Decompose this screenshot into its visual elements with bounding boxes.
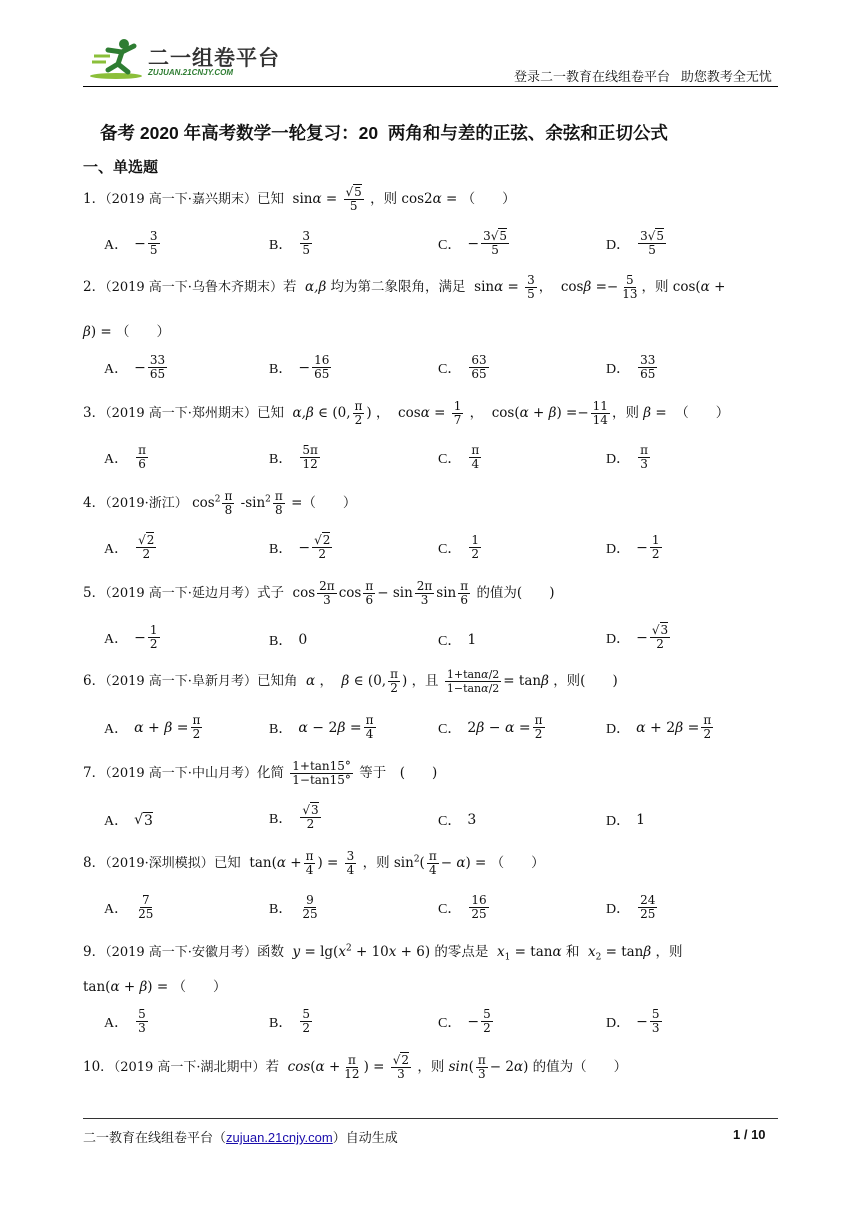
question-2: 2．（2019 高一下·乌鲁木齐期末）若 α,β 均为第二象限角，满足 sinα = $\frac{3}{5}$ ， cosβ =− $\frac{5}{13}$ ，则 cos(α + (83, 273, 726, 301)
question-3: 3．（2019 高一下·郑州期末）已知 α,β ∈ (0, $\frac{\pi}{2}$ ) ， cosα = $\frac{1}{7}$ ， cos(α + β) =− $\frac{11}{14}$ ，则 β = （ ） (83, 399, 730, 427)
option-C[interactable]: C． − $\frac{3√5}{5}$ (438, 229, 507, 257)
option-A[interactable]: A． $\frac{\pi}{6}$ (104, 443, 147, 471)
question-2-cont: β) = （ ） (83, 324, 170, 340)
option-B[interactable]: B． $\frac{3}{5}$ (269, 229, 310, 257)
question-1: 1．（2019 高一下·嘉兴期末）已知 sinα = $\frac{√5}{5}$ ，则 cos2α = （ ） (83, 185, 516, 213)
question-8: 8．（2019·深圳模拟）已知 tan(α + $\frac{\pi}{4}$ ) = $\frac{3}{4}$ ，则 $\sin^2$( $\frac{\pi}{4}$ − α) = （ ） (83, 849, 545, 877)
header-logo[interactable] (88, 36, 288, 82)
page-number: 1 / 10 (733, 1127, 766, 1142)
question-5: 5．（2019 高一下·延边月考）式子 cos $\frac{2\pi}{3}$ cos $\frac{\pi}{6}$ − sin $\frac{2\pi}{3}$ sin $\frac{\pi}{6}$ 的值为( ) (83, 579, 555, 607)
option-D[interactable]: D． − $\frac{√3}{2}$ (606, 623, 669, 651)
logo-sub-text: ZUJUAN.21CNJY.COM (148, 68, 234, 77)
option-B[interactable]: B． − $\frac{√2}{2}$ (269, 533, 331, 561)
option-C[interactable]: C． $\frac{\pi}{4}$ (438, 443, 480, 471)
option-A[interactable]: A． − $\frac{33}{65}$ (104, 353, 166, 381)
option-B[interactable]: B． 0 (269, 632, 308, 649)
option-B[interactable]: B． $\frac{√3}{2}$ (269, 803, 319, 831)
page-title: 备考 2020 年高考数学一轮复习：20 两角和与差的正弦、余弦和正切公式 (100, 123, 668, 143)
question-10: 10．（2019 高一下·湖北期中）若 cos(α + $\frac{\pi}{12}$ ) = $\frac{√2}{3}$ ，则 sin( $\frac{\pi}{3}$ − 2α) 的值为（ ） (83, 1053, 628, 1081)
footer-link[interactable]: zujuan.21cnjy.com (226, 1130, 333, 1145)
question-4: 4．（2019·浙江） $\cos^2$ $\frac{\pi}{8}$ $-\sin^2$ $\frac{\pi}{8}$ =（ ） (83, 489, 357, 517)
option-B[interactable]: B． $\frac{9}{25}$ (269, 893, 318, 921)
option-C[interactable]: C． 2 β − α = $\frac{\pi}{2}$ (438, 713, 543, 741)
option-A[interactable]: A． − $\frac{1}{2}$ (104, 623, 158, 651)
section-heading: 一、单选题 (83, 159, 159, 176)
option-C[interactable]: C． 1 (438, 632, 477, 649)
question-number: 1． (83, 191, 106, 207)
footer-divider (83, 1118, 778, 1119)
option-D[interactable]: D． $\frac{\pi}{3}$ (606, 443, 649, 471)
question-9: 9．（2019 高一下·安徽月考）函数 $y = \lg(x^2 + 10x + 6)$ 的零点是 $x_1 = \tan\alpha$ 和 $x_2 = \tan\beta$ ，则 (83, 943, 683, 963)
option-C[interactable]: C． $\frac{1}{2}$ (438, 533, 479, 561)
question-9-cont: tan(α + β) = （ ） (83, 979, 227, 995)
option-D[interactable]: D． $\frac{24}{25}$ (606, 893, 656, 921)
option-A[interactable]: A． √ 3 (104, 812, 153, 829)
option-D[interactable]: D． − $\frac{5}{3}$ (606, 1007, 660, 1035)
option-B[interactable]: B． $\frac{5}{2}$ (269, 1007, 310, 1035)
option-D[interactable]: D． $\frac{33}{65}$ (606, 353, 656, 381)
question-7: 7．（2019 高一下·中山月考）化简 $\frac{1+\tan 15^\circ}{1-\tan 15^\circ}$ 等于 ( ) (83, 759, 438, 787)
option-A[interactable]: A． α + β = $\frac{\pi}{2}$ (104, 713, 201, 741)
footer-text: 二一教育在线组卷平台（zujuan.21cnjy.com）自动生成 (83, 1130, 398, 1145)
option-C[interactable]: C． $\frac{16}{25}$ (438, 893, 487, 921)
logo-main-text: 二一组卷平台 (148, 47, 280, 70)
option-A[interactable]: A． $\frac{7}{25}$ (104, 893, 154, 921)
option-D[interactable]: D． 1 (606, 812, 646, 829)
header-slogan: 登录二一教育在线组卷平台 助您教考全无忧 (514, 69, 772, 84)
option-C[interactable]: C． − $\frac{5}{2}$ (438, 1007, 491, 1035)
option-C[interactable]: C． 3 (438, 812, 477, 829)
option-B[interactable]: B． − $\frac{16}{65}$ (269, 353, 330, 381)
runner-logo-icon (88, 36, 148, 82)
option-D[interactable]: D． − $\frac{1}{2}$ (606, 533, 660, 561)
option-C[interactable]: C． $\frac{63}{65}$ (438, 353, 487, 381)
question-6: 6．（2019 高一下·阜新月考）已知角 α ， β ∈ (0, $\frac{\pi}{2}$ ) ，且 $\frac{1+\tan\alpha/2}{1-\tan\alpha/2}$ = tanβ ，则( ) (83, 667, 618, 695)
option-A[interactable]: A． $\frac{5}{3}$ (104, 1007, 146, 1035)
option-A[interactable]: A． $\frac{√2}{2}$ (104, 533, 155, 561)
header-divider (83, 86, 778, 87)
option-D[interactable]: D． α + 2 β = $\frac{\pi}{2}$ (606, 713, 712, 741)
option-A[interactable]: A． − $\frac{3}{5}$ (104, 229, 158, 257)
option-B[interactable]: B． α − 2 β = $\frac{\pi}{4}$ (269, 713, 374, 741)
question-source: （2019 高一下·嘉兴期末） (105, 192, 257, 207)
option-B[interactable]: B． $\frac{5\pi}{12}$ (269, 443, 318, 471)
option-D[interactable]: D． $\frac{3√5}{5}$ (606, 229, 665, 257)
